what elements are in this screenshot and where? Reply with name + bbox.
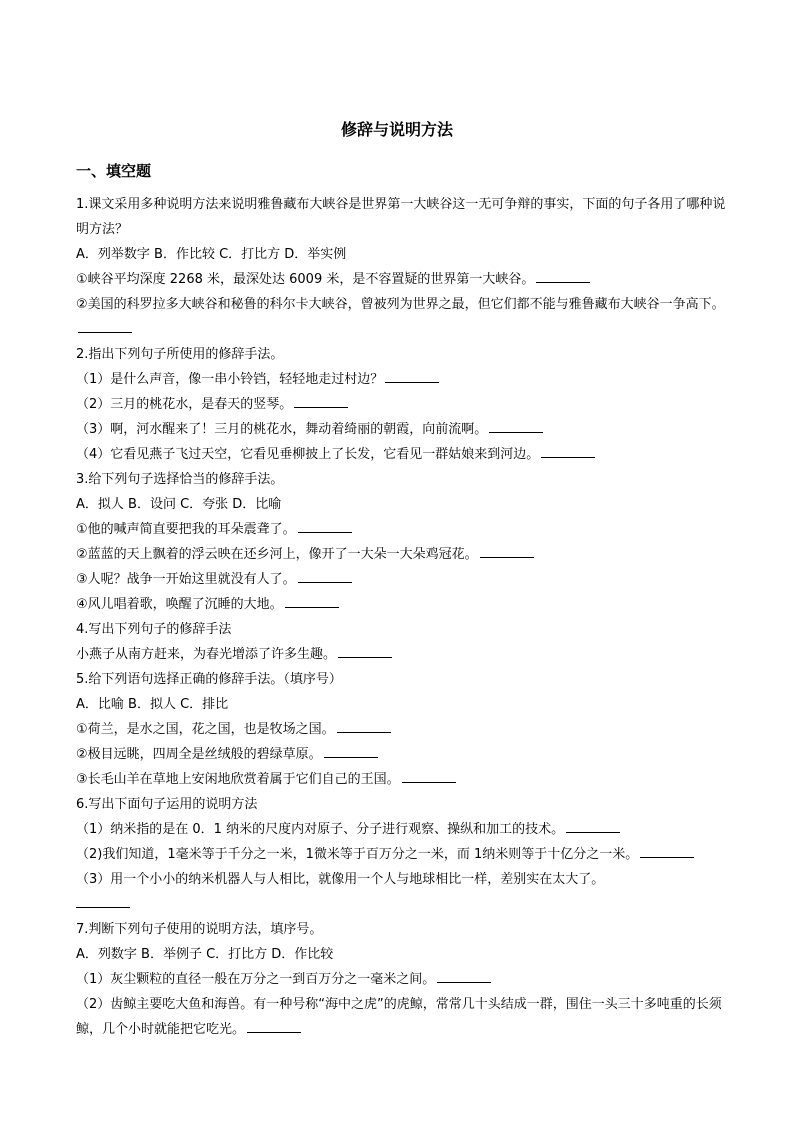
question-2-item-2 [76, 392, 726, 417]
answer-blank[interactable] [536, 268, 590, 283]
answer-blank[interactable] [437, 968, 491, 983]
question-2-item-4 [76, 442, 726, 467]
question-2-item-1 [76, 367, 726, 392]
answer-blank[interactable] [337, 718, 391, 733]
item-text: ②美国的科罗拉多大峡谷和秘鲁的科尔卡大峡谷，曾被列为世界之最，但它们都不能与雅鲁藏布大峡谷一争高下。 [76, 297, 725, 312]
answer-blank[interactable] [480, 543, 534, 558]
question-6-stem: 6.写出下面句子运用的说明方法 [76, 797, 258, 812]
item-text: （1）纳米指的是在 0．1 纳米的尺度内对原子、分子进行观察、操纵和加工的技术。 [76, 822, 565, 837]
question-3-item-4 [76, 592, 726, 617]
question-body [76, 192, 726, 1042]
answer-blank[interactable] [402, 768, 456, 783]
question-6-item-3-blank-line [76, 892, 726, 917]
item-text: （2）三月的桃花水，是春天的竖琴。 [76, 397, 293, 412]
answer-blank[interactable] [324, 743, 378, 758]
answer-blank[interactable] [247, 1018, 301, 1033]
question-3-stem: 3.给下列句子选择恰当的修辞手法。 [76, 472, 284, 487]
question-3-item-3 [76, 567, 726, 592]
question-7-stem: 7.判断下列句子使用的说明方法，填序号。 [76, 922, 323, 937]
item-text: ①荷兰，是水之国，花之国，也是牧场之国。 [76, 722, 335, 737]
question-6-item-2 [76, 842, 726, 867]
question-6-item-3: （3）用一个小小的纳米机器人与人相比，就像用一个人与地球相比一样，差别实在太大了。 [76, 872, 605, 887]
question-7-options: A．列数字 B．举例子 C．打比方 D．作比较 [76, 947, 334, 962]
answer-blank[interactable] [566, 818, 620, 833]
item-text: ③人呢？战争一开始这里就没有人了。 [76, 572, 296, 587]
question-1-item-2 [76, 292, 726, 342]
item-text: ④风儿唱着歌，唤醒了沉睡的大地。 [76, 597, 283, 612]
question-7-item-2 [76, 992, 726, 1042]
item-text: （2）齿鲸主要吃大鱼和海兽。有一种号称“海中之虎”的虎鲸，常常几十头结成一群，围住一头三十多吨重的长须鲸，几个小时就能把它吃光。 [76, 997, 722, 1037]
answer-blank[interactable] [338, 643, 392, 658]
item-text: 小燕子从南方赶来，为春光增添了许多生趣。 [76, 647, 337, 662]
answer-blank[interactable] [298, 568, 352, 583]
item-text: ②极目远眺，四周全是丝绒般的碧绿草原。 [76, 747, 322, 762]
answer-blank[interactable] [294, 393, 348, 408]
answer-blank[interactable] [285, 593, 339, 608]
question-6-item-1 [76, 817, 726, 842]
question-3-item-2 [76, 542, 726, 567]
answer-blank[interactable] [385, 368, 439, 383]
item-text: （2)我们知道，1毫米等于千分之一米，1微米等于百万分之一米，而 1纳米则等于十亿分之一米。 [76, 847, 639, 862]
item-text: （4）它看见燕子飞过天空，它看见垂柳披上了长发，它看见一群姑娘来到河边。 [76, 447, 540, 462]
answer-blank[interactable] [541, 443, 595, 458]
item-text: （1）是什么声音，像一串小铃铛，轻轻地走过村边？ [76, 372, 384, 387]
answer-blank[interactable] [640, 843, 694, 858]
item-text: ①峡谷平均深度 2268 米，最深处达 6009 米，是不容置疑的世界第一大峡谷。 [76, 272, 535, 287]
question-7-item-1 [76, 967, 726, 992]
question-4-item-1 [76, 642, 726, 667]
question-5-item-2 [76, 742, 726, 767]
question-5-options: A．比喻 B．拟人 C．排比 [76, 697, 229, 712]
answer-blank[interactable] [489, 418, 543, 433]
item-text: ③长毛山羊在草地上安闲地欣赏着属于它们自己的王国。 [76, 772, 400, 787]
question-1-options: A．列举数字 B．作比较 C．打比方 D．举实例 [76, 247, 347, 262]
item-text: ①他的喊声简直要把我的耳朵震聋了。 [76, 522, 296, 537]
section-heading: 一、填空题 [76, 162, 152, 180]
question-1-item-1 [76, 267, 726, 292]
question-1-stem: 1.课文采用多种说明方法来说明雅鲁藏布大峡谷是世界第一大峡谷这一无可争辩的事实，下面的句子各用了哪种说明方法？ [76, 197, 726, 237]
question-2-item-3 [76, 417, 726, 442]
page-title: 修辞与说明方法 [340, 120, 453, 139]
question-2-stem: 2.指出下列句子所使用的修辞手法。 [76, 347, 284, 362]
item-text: （3）啊，河水醒来了！三月的桃花水，舞动着绮丽的朝霞，向前流啊。 [76, 422, 488, 437]
question-3-options: A．拟人 B．设问 C．夸张 D．比喻 [76, 497, 282, 512]
question-4-stem: 4.写出下列句子的修辞手法 [76, 622, 232, 637]
answer-blank[interactable] [298, 518, 352, 533]
question-5-item-3 [76, 767, 726, 792]
item-text: ②蓝蓝的天上飘着的浮云映在还乡河上，像开了一大朵一大朵鸡冠花。 [76, 547, 478, 562]
answer-blank[interactable] [76, 893, 130, 908]
item-text: （1）灰尘颗粒的直径一般在万分之一到百万分之一毫米之间。 [76, 972, 436, 987]
answer-blank[interactable] [78, 318, 132, 333]
question-3-item-1 [76, 517, 726, 542]
question-5-stem: 5.给下列语句选择正确的修辞手法。（填序号） [76, 672, 342, 687]
question-5-item-1 [76, 717, 726, 742]
